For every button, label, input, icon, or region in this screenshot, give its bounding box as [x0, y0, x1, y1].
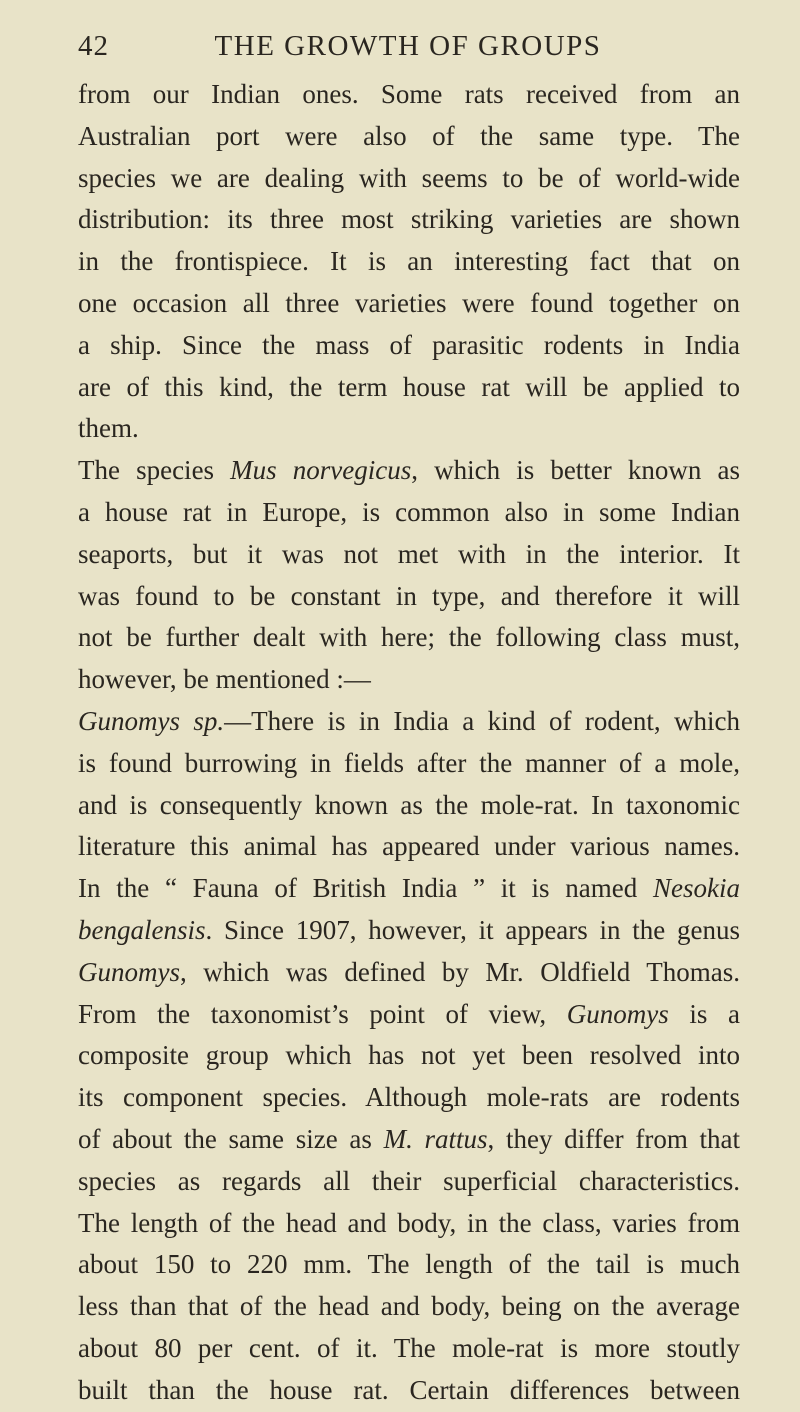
- line-text: The species: [78, 455, 231, 486]
- text-line: from our Indian ones. Some rats received from an: [78, 79, 740, 109]
- italic-term: Gunomys: [78, 956, 180, 987]
- text-line: less than that of the head and body, being on the average: [78, 1291, 740, 1322]
- text-line: seaports, but it was not met with in the interior. It: [78, 538, 740, 569]
- text-line: not be further dealt with here; the following class must,: [78, 622, 740, 653]
- text-line: literature this animal has appeared under various names.: [78, 831, 740, 862]
- text-line: species as regards all their superficial characteristics.: [78, 1165, 740, 1196]
- text-line: [78, 701, 740, 743]
- text-line: species we are dealing with seems to be of world-wide: [78, 162, 740, 193]
- page-number: 42: [78, 30, 109, 62]
- text-line: Australian port were also of the same type. The: [78, 120, 740, 151]
- italic-term: bengalensis: [78, 914, 206, 945]
- line-text: , they differ from that: [487, 1123, 740, 1154]
- text-line: [78, 952, 740, 994]
- italic-term: M. rattus: [383, 1123, 488, 1154]
- line-text: In the “ Fauna of British India ” it is named: [78, 873, 653, 904]
- text-line: about 150 to 220 mm. The length of the tail is much: [78, 1249, 740, 1280]
- text-line: its component species. Although mole-rats are rodents: [78, 1082, 740, 1113]
- text-line: composite group which has not yet been resolved into: [78, 1040, 740, 1071]
- text-line: them.: [78, 413, 139, 444]
- italic-term: Gunomys sp.: [78, 705, 225, 736]
- text-line: are of this kind, the term house rat will be applied to: [78, 371, 740, 402]
- text-line: [78, 868, 740, 910]
- line-text: , which was defined by Mr. Oldfield Thomas.: [180, 956, 740, 987]
- text-line: [78, 994, 740, 1036]
- text-line: [78, 910, 740, 952]
- text-line: The length of the head and body, in the class, varies from: [78, 1207, 740, 1238]
- line-text: of about the same size as: [78, 1123, 384, 1154]
- line-text: , which is better known as: [411, 455, 740, 486]
- line-text: . Since 1907, however, it appears in the genus: [205, 914, 740, 945]
- text-line: however, be mentioned :—: [78, 664, 371, 695]
- text-line: distribution: its three most striking varieties are shown: [78, 204, 740, 235]
- text-line: and is consequently known as the mole-rat. In taxonomic: [78, 789, 740, 820]
- italic-term: Mus norvegicus: [230, 455, 412, 486]
- running-title: THE GROWTH OF GROUPS: [214, 30, 602, 62]
- text-line: one occasion all three varieties were found together on: [78, 287, 740, 318]
- text-line: about 80 per cent. of it. The mole-rat is more stoutly: [78, 1332, 740, 1363]
- italic-term: Nesokia: [653, 873, 740, 904]
- line-text: From the taxonomist’s point of view,: [78, 998, 567, 1029]
- text-line: [78, 450, 740, 492]
- text-line: a house rat in Europe, is common also in some Indian: [78, 496, 740, 527]
- page-header: [78, 30, 738, 70]
- text-line: in the frontispiece. It is an interesting fact that on: [78, 246, 740, 277]
- line-text: —There is in India a kind of rodent, which: [224, 705, 740, 736]
- italic-term: Gunomys: [566, 998, 669, 1029]
- text-line: built than the house rat. Certain differences between: [78, 1374, 740, 1405]
- text-line: is found burrowing in fields after the manner of a mole,: [78, 747, 740, 778]
- body-text: [78, 74, 740, 1412]
- text-line: [78, 1119, 740, 1161]
- text-line: a ship. Since the mass of parasitic rodents in India: [78, 329, 740, 360]
- text-line: was found to be constant in type, and therefore it will: [78, 580, 740, 611]
- line-text: is a: [668, 998, 740, 1029]
